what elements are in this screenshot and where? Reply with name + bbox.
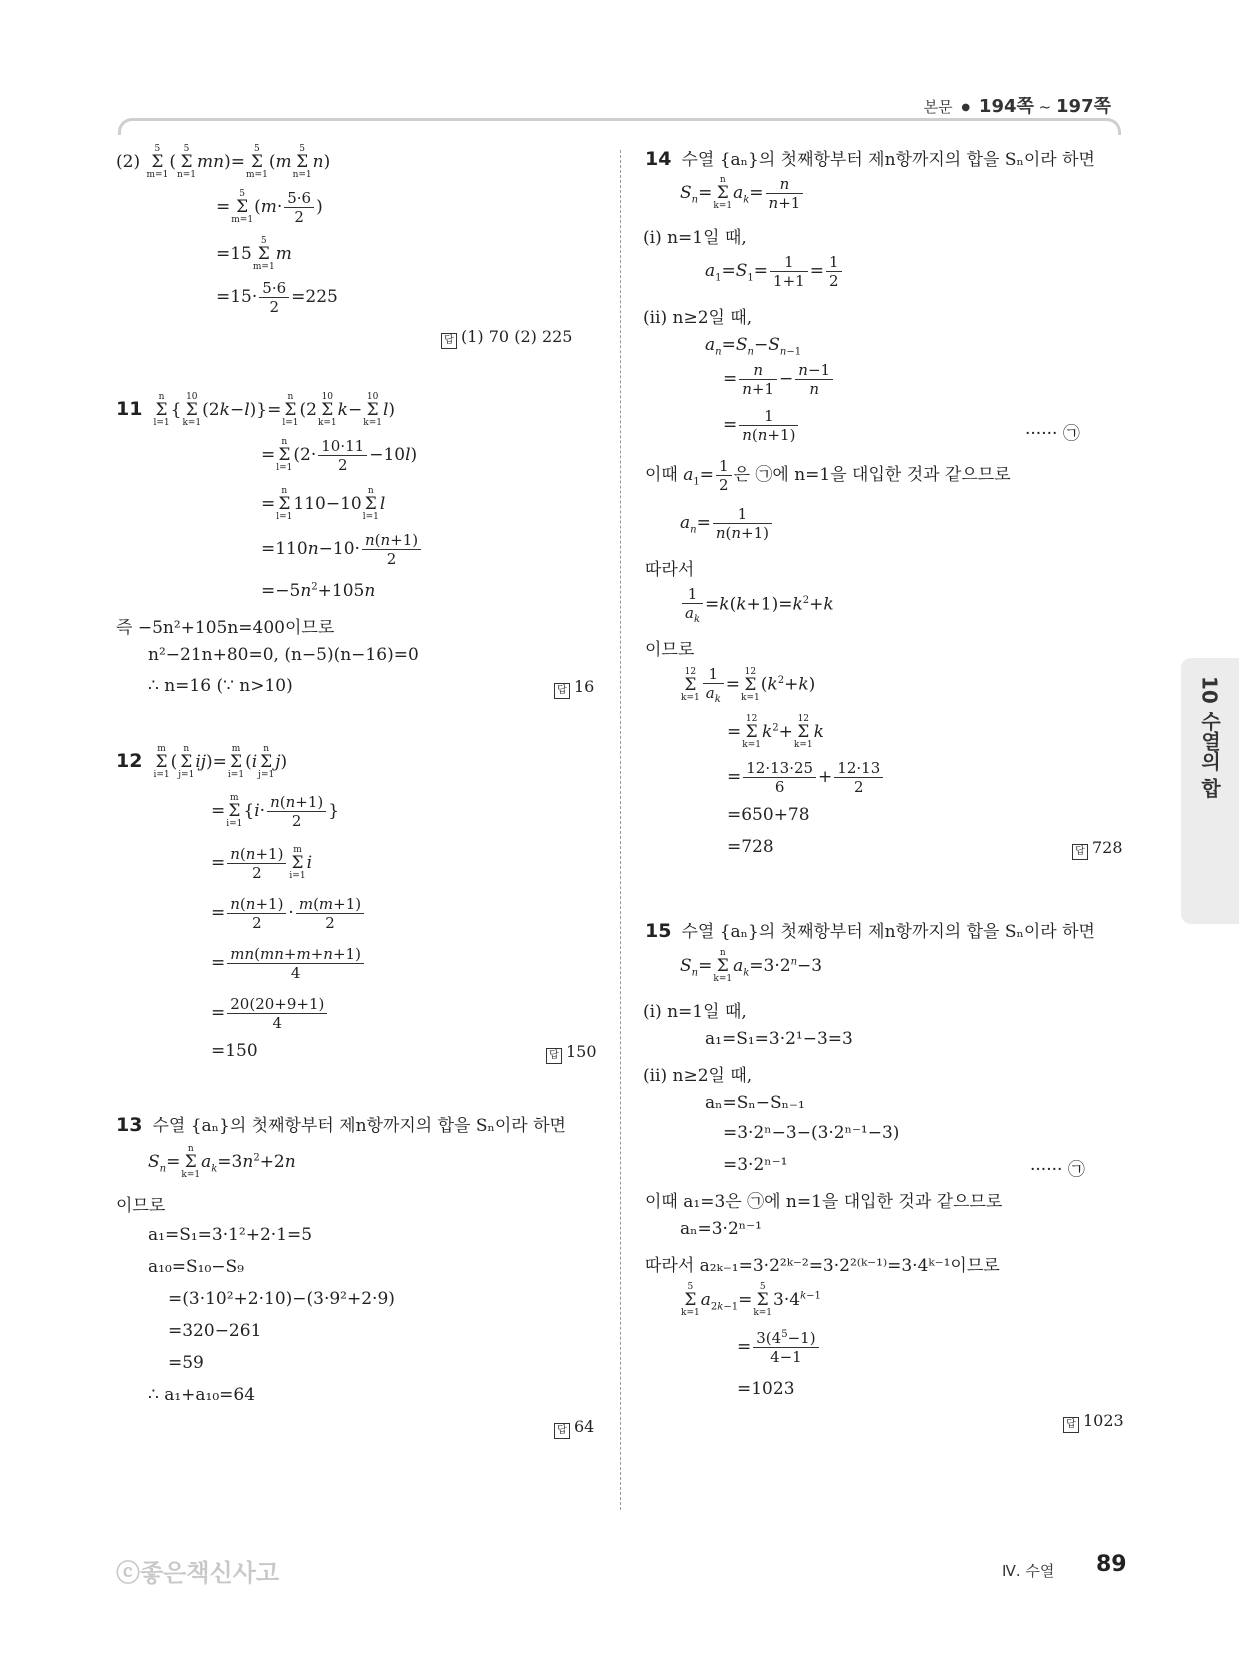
p12-line-2: = m Σ i=1 {i· $\frac{n(n+1)}{2}$ } xyxy=(211,793,340,830)
p12-answer-value: 150 xyxy=(566,1042,597,1061)
p14-answer-value: 728 xyxy=(1092,838,1123,857)
p14-line-2: $S_n=$ n Σ k=1 $a_k=$ $\frac{n}{n+1}$ xyxy=(680,175,805,212)
p15-marker: ······ ㉠ xyxy=(1030,1160,1085,1180)
p13-line-9: ∴ a₁+a₁₀=64 xyxy=(148,1385,256,1405)
p15-line-3: a₁=S₁=3·2¹−3=3 xyxy=(705,1029,853,1049)
p14-intro: 수열 {aₙ}의 첫째항부터 제n항까지의 합을 Sₙ이라 하면 xyxy=(681,150,1095,170)
p14-line-8: $a_n=$ $\frac{1}{n(n+1)}$ xyxy=(680,505,774,542)
p12-line-3: = $\frac{n(n+1)}{2}$ m Σ i=1 i xyxy=(211,845,313,882)
p15-line-10: =1023 xyxy=(737,1379,795,1399)
bullet-icon: ● xyxy=(961,102,971,113)
p11-line-7: n²−21n+80=0, (n−5)(n−16)=0 xyxy=(148,645,419,665)
p14-line-11: = 12 Σ k=1 $k^2+$ 12 Σ k=1 k xyxy=(727,714,824,750)
p11-line-5: $=-5n^2+105n$ xyxy=(261,581,376,601)
p14-imeuro: 이므로 xyxy=(645,640,695,660)
p10-line-2: = 5 Σ m=1 (m· $\frac{5\cdot 6}{2}$ ) xyxy=(216,189,323,226)
p11-answer xyxy=(554,677,594,699)
column-divider xyxy=(620,150,621,1510)
p14-line-14: =728 xyxy=(727,837,774,857)
p15-line-9: = $\frac{3(4^5-1)}{4-1}$ xyxy=(737,1329,821,1366)
header-tilde: ~ xyxy=(1038,98,1052,116)
p11-line-4: =110n−10· $\frac{n(n+1)}{2}$ xyxy=(261,531,423,568)
p11-line-3: = n Σ l=1 110−10 n Σ l=1 l xyxy=(261,486,386,522)
p14-ttaraseo: 따라서 xyxy=(645,560,695,580)
answer-icon: 답 xyxy=(554,683,570,699)
p12-line-4: = $\frac{n(n+1)}{2}$ · $\frac{m(m+1)}{2}$ xyxy=(211,895,366,932)
p13-line-8: =59 xyxy=(168,1353,204,1373)
p15-line-7: aₙ=3·2ⁿ⁻¹ xyxy=(680,1219,762,1239)
p14-line-9: $\frac{1}{a_k}$ $=k(k+1)=k^2+k$ xyxy=(680,585,834,625)
p11-number: 11 xyxy=(116,398,143,420)
p15-since: 이때 a₁=3은 ㉠에 n=1을 대입한 것과 같으므로 xyxy=(645,1192,1003,1212)
page-range-header xyxy=(924,92,1111,118)
p13-line-3: 이므로 xyxy=(116,1196,166,1216)
p15-line-2: $S_n=$ n Σ k=1 $a_k=3\cdot 2^n-3$ xyxy=(680,948,823,984)
p11-answer-value: 16 xyxy=(574,677,595,696)
chapter-side-tab xyxy=(1181,658,1239,924)
p15-line-8: 5 Σ k=1 $a_{2k-1}=$ 5 Σ k=1 $3\cdot 4^{k-1}$ xyxy=(681,1282,821,1318)
answer-icon: 답 xyxy=(546,1048,562,1064)
p14-line-12: = $\frac{12\cdot 13\cdot 25}{6}$ + $\frac{12\cdot 13}{2}$ xyxy=(727,759,885,796)
p10-line-1: (2) 5 Σ m=1 ( 5 Σ n=1 mn)= 5 Σ m=1 (m 5 Σ n=1 n) xyxy=(116,144,331,180)
page-number: 89 xyxy=(1096,1552,1127,1577)
p12-answer xyxy=(546,1042,597,1064)
p14-answer xyxy=(1072,838,1123,860)
p14-marker: ······ ㉠ xyxy=(1025,424,1080,444)
p15-ttaraseo: 따라서 a₂ₖ₋₁=3·2²ᵏ⁻²=3·2²⁽ᵏ⁻¹⁾=3·4ᵏ⁻¹이므로 xyxy=(645,1256,1000,1276)
p13-answer xyxy=(554,1417,594,1439)
p10-label: (2) xyxy=(116,152,141,172)
answer-icon: 답 xyxy=(1072,844,1088,860)
p12-line-5: = $\frac{mn(mn+m+n+1)}{4}$ xyxy=(211,945,366,982)
answer-icon: 답 xyxy=(554,1423,570,1439)
p14-number: 14 xyxy=(645,148,672,170)
p15-line-6: =3·2ⁿ⁻¹ xyxy=(723,1155,788,1175)
p10-line-4: =15· $\frac{5\cdot 6}{2}$ =225 xyxy=(216,279,338,316)
header-rule xyxy=(118,118,1121,135)
p14-line-1 xyxy=(645,145,1095,170)
answer-icon: 답 xyxy=(1063,1417,1079,1433)
p13-line-1 xyxy=(116,1111,566,1136)
p14-line-13: =650+78 xyxy=(727,805,810,825)
p15-answer-value: 1023 xyxy=(1083,1411,1124,1430)
p14-case-2: (ⅱ) n≥2일 때, xyxy=(643,308,753,328)
p13-line-2: $S_n=$ n Σ k=1 $a_k=3n^2+2n$ xyxy=(148,1144,296,1180)
p14-line-7: 이때 $a_1=$ $\frac{1}{2}$ 은 ㉠에 n=1을 대입한 것과 같으므로 xyxy=(645,457,1011,494)
p10-line-3: =15 5 Σ m=1 m xyxy=(216,236,292,272)
p14-line-5: = $\frac{n}{n+1}$ − $\frac{n-1}{n}$ xyxy=(723,361,835,398)
p12-line-1: 12 m Σ i=1 ( n Σ j=1 ij)= m Σ i=1 (i n Σ j=1 j) xyxy=(116,744,288,780)
answer-icon: 답 xyxy=(441,333,457,349)
p14-line-4: $a_n=S_n-S_{n-1}$ xyxy=(705,335,802,358)
p15-line-5: =3·2ⁿ−3−(3·2ⁿ⁻¹−3) xyxy=(723,1123,900,1143)
chapter-side-tab-label: 10 수열의 합 xyxy=(1197,676,1222,798)
p13-answer-value: 64 xyxy=(574,1417,595,1436)
p15-intro: 수열 {aₙ}의 첫째항부터 제n항까지의 합을 Sₙ이라 하면 xyxy=(681,922,1095,942)
p13-line-6: =(3·10²+2·10)−(3·9²+2·9) xyxy=(168,1289,395,1309)
p15-case-2: (ⅱ) n≥2일 때, xyxy=(643,1066,753,1086)
p12-line-7: =150 xyxy=(211,1041,258,1061)
p15-number: 15 xyxy=(645,920,672,942)
publisher-logo: ⓒ좋은책신사고 xyxy=(116,1559,280,1587)
header-prefix: 본문 xyxy=(923,98,953,116)
p12-line-6: = $\frac{20(20+9+1)}{4}$ xyxy=(211,995,329,1032)
p15-line-4: aₙ=Sₙ−Sₙ₋₁ xyxy=(705,1093,805,1113)
p14-line-3: $a_1=S_1=$ $\frac{1}{1+1}$ = $\frac{1}{2}$ xyxy=(705,253,844,290)
header-page-from: 194쪽 xyxy=(978,96,1034,117)
p14-case-1: (ⅰ) n=1일 때, xyxy=(643,228,747,248)
p13-line-4: a₁=S₁=3·1²+2·1=5 xyxy=(148,1225,313,1245)
p15-answer xyxy=(1063,1411,1124,1433)
p11-line-2: = n Σ l=1 (2· $\frac{10\cdot 11}{2}$ −10l) xyxy=(261,437,418,474)
p15-case-1: (ⅰ) n=1일 때, xyxy=(643,1002,747,1022)
p13-number: 13 xyxy=(116,1114,143,1136)
p14-since: 에 n=1을 대입한 것과 같으므로 xyxy=(772,465,1011,485)
p11-line-8: ∴ n=16 (∵ n>10) xyxy=(148,676,293,696)
p14-line-6: = $\frac{1}{n(n+1)}$ xyxy=(723,407,800,444)
p13-line-7: =320−261 xyxy=(168,1321,262,1341)
p13-line-5: a₁₀=S₁₀−S₉ xyxy=(148,1257,244,1277)
p10-answer-value: (1) 70 (2) 225 xyxy=(461,327,573,346)
p13-intro: 수열 {aₙ}의 첫째항부터 제n항까지의 합을 Sₙ이라 하면 xyxy=(152,1116,566,1136)
p14-line-10: 12 Σ k=1 $\frac{1}{a_k}$ = 12 Σ k=1 $(k^2+k)$ xyxy=(681,665,816,705)
footer-chapter: Ⅳ. 수열 xyxy=(1002,1562,1055,1580)
p15-line-1 xyxy=(645,917,1095,942)
p11-line-1: 11 n Σ l=1 { 10 Σ k=1 (2k−l)}= n Σ l=1 (2 10 Σ k=1 k− 10 Σ k=1 l) xyxy=(116,392,396,428)
p11-line-6: 즉 −5n²+105n=400이므로 xyxy=(116,618,335,638)
p10-answer xyxy=(441,327,572,349)
header-page-to: 197쪽 xyxy=(1056,96,1111,117)
p12-number: 12 xyxy=(116,750,143,772)
